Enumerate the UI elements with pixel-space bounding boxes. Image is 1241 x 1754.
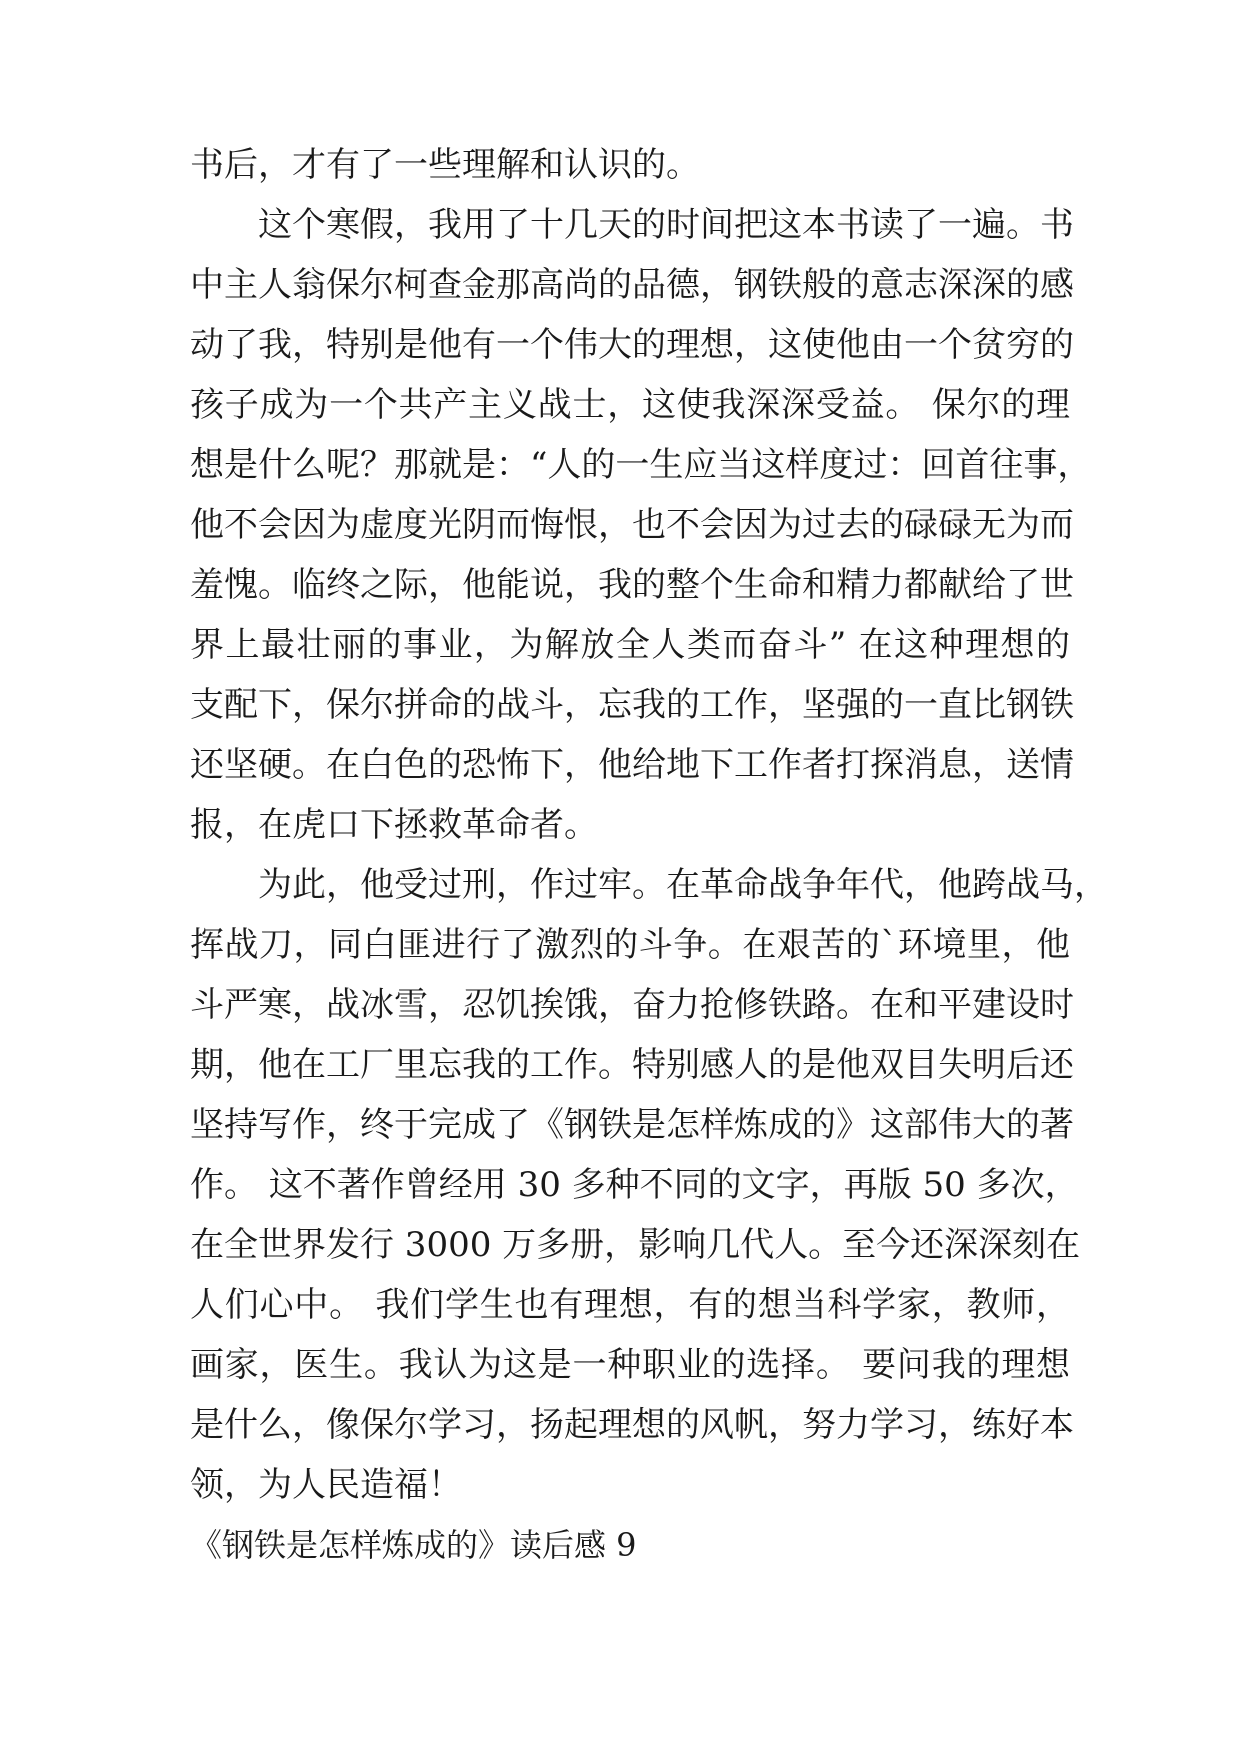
paragraph-3-line-9: 画家，医生。我认为这是一种职业的选择。 要问我的理想 <box>190 1345 1070 1385</box>
paragraph-2-line-5: 想是什么呢？那就是：“人的一生应当这样度过：回首往事， <box>190 445 1092 485</box>
paragraph-3-line-5: 坚持写作，终于完成了《钢铁是怎样炼成的》这部伟大的著 <box>190 1105 1074 1145</box>
paragraph-3-line-2: 挥战刀，同白匪进行了激烈的斗争。在艰苦的`环境里，他 <box>190 925 1070 965</box>
paragraph-3-line-8: 人们心中。 我们学生也有理想，有的想当科学家，教师， <box>190 1285 1070 1325</box>
paragraph-2-line-3: 动了我，特别是他有一个伟大的理想，这使他由一个贫穷的 <box>190 325 1074 365</box>
paragraph-2-line-7: 羞愧。临终之际，他能说，我的整个生命和精力都献给了世 <box>190 565 1074 605</box>
paragraph-2-line-11: 报，在虎口下拯救革命者。 <box>190 805 598 845</box>
paragraph-2-line-4: 孩子成为一个共产主义战士，这使我深深受益。 保尔的理 <box>190 385 1070 425</box>
paragraph-2-line-6: 他不会因为虚度光阴而悔恨，也不会因为过去的碌碌无为而 <box>190 505 1074 545</box>
paragraph-2-line-9: 支配下，保尔拼命的战斗，忘我的工作，坚强的一直比钢铁 <box>190 685 1074 725</box>
paragraph-1-line-1: 书后，才有了一些理解和认识的。 <box>190 145 700 185</box>
paragraph-2-line-1: 这个寒假，我用了十几天的时间把这本书读了一遍。书 <box>258 205 1074 245</box>
paragraph-3-line-6: 作。 这不著作曾经用 30 多种不同的文字，再版 50 多次， <box>190 1165 1079 1205</box>
paragraph-3-line-1: 为此，他受过刑，作过牢。在革命战争年代，他跨战马， <box>258 865 1108 905</box>
paragraph-3-line-11: 领，为人民造福！ <box>190 1465 462 1505</box>
paragraph-3-line-7: 在全世界发行 3000 万多册，影响几代人。至今还深深刻在 <box>190 1225 1081 1265</box>
paragraph-2-line-8: 界上最壮丽的事业，为解放全人类而奋斗” 在这种理想的 <box>190 625 1070 665</box>
paragraph-2-line-2: 中主人翁保尔柯查金那高尚的品德，钢铁般的意志深深的感 <box>190 265 1074 305</box>
paragraph-3-line-3: 斗严寒，战冰雪，忍饥挨饿，奋力抢修铁路。在和平建设时 <box>190 985 1074 1025</box>
section-heading: 《钢铁是怎样炼成的》读后感 9 <box>190 1526 637 1564</box>
paragraph-2-line-10: 还坚硬。在白色的恐怖下，他给地下工作者打探消息，送情 <box>190 745 1074 785</box>
paragraph-3-line-4: 期，他在工厂里忘我的工作。特别感人的是他双目失明后还 <box>190 1045 1074 1085</box>
paragraph-3-line-10: 是什么，像保尔学习，扬起理想的风帆，努力学习，练好本 <box>190 1405 1074 1445</box>
